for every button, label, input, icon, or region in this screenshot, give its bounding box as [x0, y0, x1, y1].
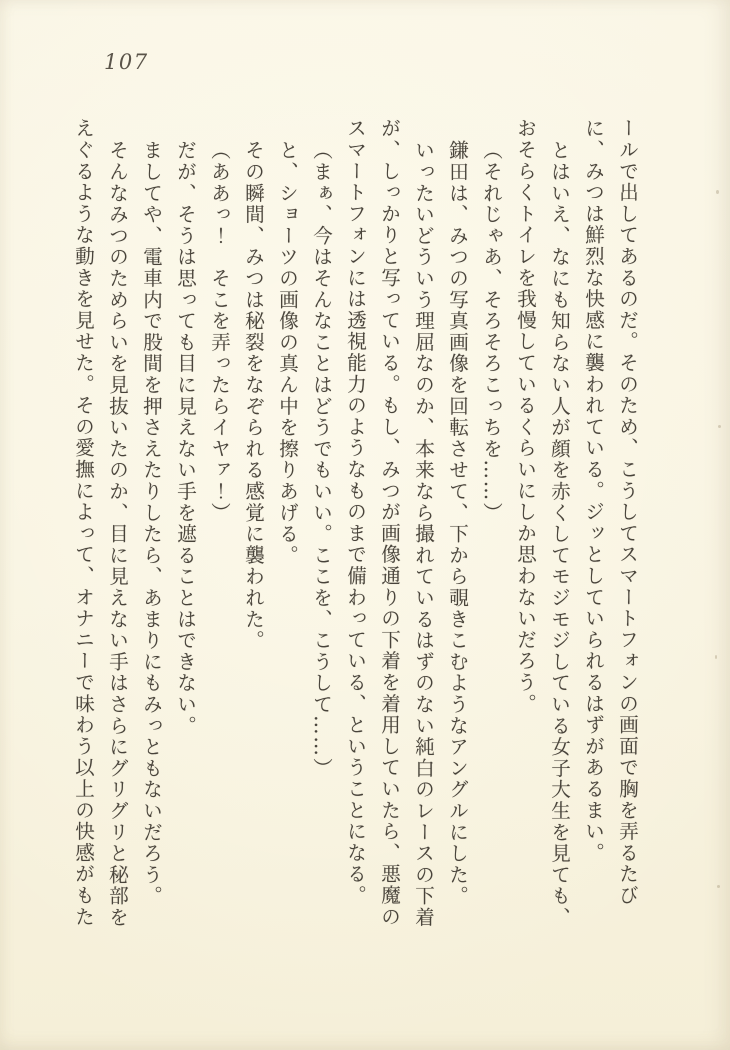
paragraph: その瞬間、みつは秘裂をなぞられる感覚に襲われた。	[242, 139, 265, 651]
paragraph: （まぁ、今はそんなことはどうでもいい。ここを、こうして……）	[310, 139, 333, 779]
body-text	[66, 118, 644, 931]
scan-speck	[717, 885, 720, 888]
page-number: 107	[104, 50, 149, 74]
paragraph: いったいどういう理屈なのか、本来なら撮れているはずのない純白のレースの下着が、しっかりと写っている。もし、みつが画像通りの下着を着用していたら、悪魔のスマートフォンには透視能力のようなものまで備わっている、ということになる。	[344, 118, 435, 928]
paragraph: ールで出してあるのだ。そのため、こうしてスマートフォンの画面で胸を弄るたびに、みつは鮮烈な快感に襲われている。ジッとしていられるはずがあるまい。	[582, 118, 639, 907]
scan-speck	[716, 190, 719, 194]
paragraph: （それじゃあ、そろそろこっちを……）	[480, 139, 503, 523]
paragraph: と、ショーツの画像の真ん中を擦りあげる。	[276, 139, 299, 566]
paragraph: とはいえ、なにも知らない人が顔を赤くしてモジモジしている女子大生を見ても、おそらくトイレを我慢しているくらいにしか思わないだろう。	[514, 118, 571, 928]
scan-speck	[715, 655, 717, 659]
paragraph: 鎌田は、みつの写真画像を回転させて、下から覗きこむようなアングルにした。	[446, 139, 469, 907]
paragraph: （ああっ！ そこを弄ったらイヤァ！）	[208, 139, 231, 523]
paragraph: ましてや、電車内で股間を押さえたりしたら、あまりにもみっともないだろう。	[140, 139, 163, 907]
paragraph: そんなみつのためらいを見抜いたのか、目に見えない手はさらにグリグリと秘部をえぐるような動きを見せた。その愛撫によって、オナニーで味わう以上の快感がもた	[72, 118, 129, 928]
paragraph: だが、そうは思っても目に見えない手を遮ることはできない。	[174, 139, 197, 736]
scan-speck	[718, 425, 721, 428]
